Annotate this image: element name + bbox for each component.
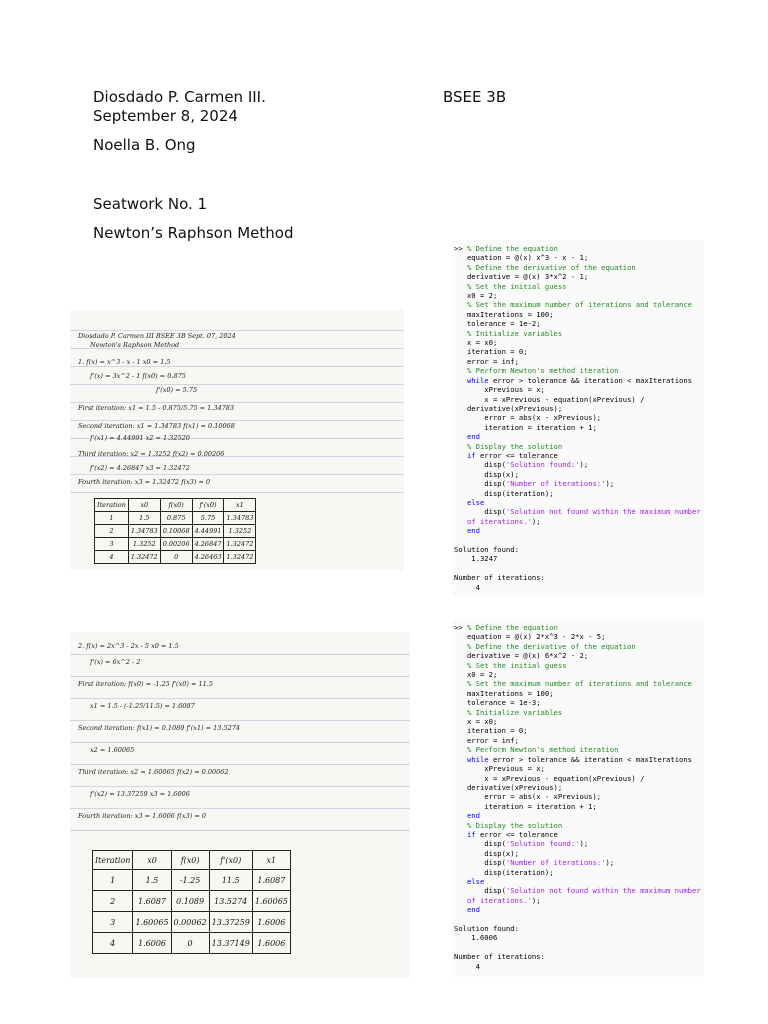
- code-line: if error <= tolerance: [466, 829, 558, 839]
- code-line: x = x0;: [454, 717, 498, 727]
- table-cell: 1.32472: [224, 551, 256, 564]
- code-line: error = abs(x - xPrevious);: [454, 792, 602, 802]
- photo1-note: Third iteration: x2 = 1.3252 f(x2) = 0.00206: [78, 450, 225, 458]
- table-header: x0: [133, 851, 171, 870]
- table-header: Iteration: [95, 499, 129, 512]
- table-cell: 4: [95, 551, 129, 564]
- code-line: xPrevious = x;: [454, 764, 545, 774]
- table-row: [93, 912, 291, 933]
- photo1-note: f'(x) = 3x^2 - 1 f(x0) = 0.875: [90, 372, 186, 380]
- table-header: f'(x0): [192, 499, 224, 512]
- table-cell: 3: [93, 912, 133, 933]
- code-line: maxIterations = 100;: [454, 309, 554, 319]
- code-line: disp(x);: [454, 469, 519, 479]
- code-line: % Set the maximum number of iterations and tolerance: [466, 679, 693, 689]
- table-cell: 13.5274: [209, 891, 252, 912]
- table-row: [93, 933, 291, 954]
- table-cell: 11.5: [209, 870, 252, 891]
- code-line: disp(x);: [454, 848, 519, 858]
- matlab-console-2: [452, 619, 704, 977]
- code-line: % Initialize variables: [466, 707, 563, 717]
- photo1-note: Fourth iteration: x3 = 1.32472 f(x3) = 0: [78, 478, 211, 486]
- code-line: of iterations.');: [466, 895, 541, 905]
- code-line: % Initialize variables: [466, 328, 563, 338]
- table-cell: 13.37259: [209, 912, 252, 933]
- table-cell: 1.6087: [133, 891, 171, 912]
- code-line: disp('Number of iterations:');: [454, 858, 615, 868]
- code-line: if error <= tolerance: [466, 450, 558, 460]
- code-line: disp(iteration);: [454, 488, 554, 498]
- photo1-note: First iteration: x1 = 1.5 - 0.875/5.75 = 1.34783: [78, 404, 235, 412]
- photo1-note: f'(x2) = 4.26847 x3 = 1.32472: [90, 464, 190, 472]
- photo2-note: f'(x2) = 13.37259 x3 = 1.6006: [90, 790, 190, 798]
- code-line: derivative = @(x) 3*x^2 - 1;: [454, 272, 589, 282]
- photo2-note: First iteration: f(x0) = -1.25 f'(x0) = 11.5: [78, 680, 213, 688]
- code-line: >> % Define the equation: [454, 623, 558, 632]
- code-line: x = x0;: [454, 338, 498, 348]
- code-line: error = inf;: [454, 735, 519, 745]
- table-cell: 1.6006: [252, 912, 290, 933]
- code-line: % Display the solution: [466, 441, 563, 451]
- matlab-console-1: [452, 240, 704, 595]
- photo2-note: x2 = 1.60065: [90, 746, 135, 754]
- code-line: % Set the initial guess: [466, 281, 567, 291]
- table-cell: 0: [171, 933, 209, 954]
- photo1-note: Second iteration: x1 = 1.34783 f(x1) = 0.10068: [78, 422, 235, 430]
- table-cell: 0.10068: [160, 525, 192, 538]
- code-line: x = xPrevious - equation(xPrevious) /: [454, 773, 645, 783]
- seatwork-title: Seatwork No. 1: [93, 195, 208, 213]
- code-line: % Define the derivative of the equation: [466, 641, 636, 651]
- code-line: equation = @(x) x^3 - x - 1;: [454, 253, 589, 263]
- table-cell: 2: [93, 891, 133, 912]
- code-line: tolerance = 1e-2;: [454, 319, 541, 329]
- matlab-code-1: [452, 240, 704, 592]
- table-row: [95, 538, 256, 551]
- photo2-note: 2. f(x) = 2x^3 - 2x - 5 x0 = 1.5: [78, 642, 179, 650]
- table-cell: 5.75: [192, 512, 224, 525]
- code-line: while error > tolerance && iteration < maxIterations: [466, 754, 693, 764]
- code-line: x0 = 2;: [454, 670, 498, 680]
- code-line: Number of iterations:: [454, 952, 545, 962]
- photo2-note: Fourth iteration: x3 = 1.6006 f(x3) = 0: [78, 812, 206, 820]
- table-cell: 4.44991: [192, 525, 224, 538]
- code-line: error = abs(x - xPrevious);: [454, 413, 602, 423]
- code-line: end: [466, 432, 480, 442]
- code-line: % Define the derivative of the equation: [466, 262, 636, 272]
- method-title: Newton’s Raphson Method: [93, 224, 294, 242]
- code-line: x0 = 2;: [454, 291, 498, 301]
- table-cell: 1.34783: [224, 512, 256, 525]
- table-cell: 1.3252: [224, 525, 256, 538]
- table-header: x1: [224, 499, 256, 512]
- table-header: f'(x0): [209, 851, 252, 870]
- table-header: x0: [128, 499, 160, 512]
- table-cell: 0: [160, 551, 192, 564]
- code-line: disp('Solution not found within the maximum number: [454, 507, 701, 517]
- document-date: September 8, 2024: [93, 107, 238, 125]
- table-row: [95, 525, 256, 538]
- photo1-note: 1. f(x) = x^3 - x - 1 x0 = 1.5: [78, 358, 171, 366]
- matlab-code-2: [452, 619, 704, 971]
- code-line: % Set the initial guess: [466, 660, 567, 670]
- code-line: % Display the solution: [466, 820, 563, 830]
- photo2-iteration-table: [92, 850, 291, 954]
- code-line: 1.6006: [454, 933, 498, 943]
- table-cell: 1.6006: [252, 933, 290, 954]
- table-cell: 4: [93, 933, 133, 954]
- photo2-note: Third iteration: x2 = 1.60065 f(x2) = 0.00062: [78, 768, 229, 776]
- table-cell: 0.875: [160, 512, 192, 525]
- table-cell: 1.5: [128, 512, 160, 525]
- code-line: else: [466, 497, 485, 507]
- code-line: xPrevious = x;: [454, 385, 545, 395]
- table-cell: 1: [93, 870, 133, 891]
- table-cell: 4.26463: [192, 551, 224, 564]
- code-line: derivative(xPrevious);: [454, 782, 563, 792]
- code-line: while error > tolerance && iteration < maxIterations: [466, 375, 693, 385]
- table-cell: 4.26847: [192, 538, 224, 551]
- table-row: [95, 512, 256, 525]
- handwritten-solution-photo-1: [70, 310, 404, 570]
- code-line: Solution found:: [454, 924, 519, 933]
- table-cell: 1.60065: [252, 891, 290, 912]
- code-line: iteration = iteration + 1;: [454, 801, 597, 811]
- table-cell: 1.60065: [133, 912, 171, 933]
- table-cell: 13.37149: [209, 933, 252, 954]
- code-line: end: [466, 905, 480, 915]
- code-line: x = xPrevious - equation(xPrevious) /: [454, 394, 645, 404]
- code-line: disp('Solution found:');: [454, 460, 589, 470]
- table-header: Iteration: [93, 851, 133, 870]
- code-line: 4: [454, 961, 480, 971]
- table-row: [93, 891, 291, 912]
- code-line: Number of iterations:: [454, 573, 545, 583]
- code-line: Solution found:: [454, 545, 519, 554]
- class-section: BSEE 3B: [443, 88, 507, 106]
- photo2-note: f'(x) = 6x^2 - 2: [90, 658, 141, 666]
- photo1-note: f'(x1) = 4.44991 x2 = 1.32520: [90, 434, 190, 442]
- table-cell: 1.32472: [224, 538, 256, 551]
- photo1-subtitle: Newton's Raphson Method: [90, 341, 180, 349]
- table-header: x1: [252, 851, 290, 870]
- code-line: >> % Define the equation: [454, 244, 558, 253]
- code-line: equation = @(x) 2*x^3 - 2*x - 5;: [454, 632, 606, 642]
- table-cell: 1.6006: [133, 933, 171, 954]
- photo1-iteration-table: [94, 498, 256, 564]
- table-cell: 1.6087: [252, 870, 290, 891]
- author-name-1: Diosdado P. Carmen III.: [93, 88, 266, 106]
- code-line: end: [466, 811, 480, 821]
- table-cell: 1.32472: [128, 551, 160, 564]
- code-line: maxIterations = 100;: [454, 688, 554, 698]
- photo1-header-line: Diosdado P. Carmen III BSEE 3B Sept. 07, 2024: [78, 332, 236, 340]
- table-cell: 1: [95, 512, 129, 525]
- table-row: [93, 870, 291, 891]
- code-line: derivative(xPrevious);: [454, 403, 563, 413]
- code-line: 4: [454, 582, 480, 592]
- table-row: [95, 551, 256, 564]
- code-line: disp('Solution found:');: [454, 839, 589, 849]
- table-cell: -1.25: [171, 870, 209, 891]
- table-header: f(x0): [160, 499, 192, 512]
- code-line: disp('Number of iterations:');: [454, 479, 615, 489]
- table-cell: 2: [95, 525, 129, 538]
- code-line: else: [466, 876, 485, 886]
- code-line: tolerance = 1e-3;: [454, 698, 541, 708]
- code-line: derivative = @(x) 6*x^2 - 2;: [454, 651, 589, 661]
- code-line: % Set the maximum number of iterations and tolerance: [466, 300, 693, 310]
- code-line: of iterations.');: [466, 516, 541, 526]
- photo2-note: Second iteration: f(x1) = 0.1089 f'(x1) = 13.5274: [78, 724, 241, 732]
- photo2-note: x1 = 1.5 - (-1.25/11.5) = 1.6087: [90, 702, 195, 710]
- code-line: disp('Solution not found within the maximum number: [454, 886, 701, 896]
- code-line: end: [466, 526, 480, 536]
- author-name-2: Noella B. Ong: [93, 136, 196, 154]
- table-header: f(x0): [171, 851, 209, 870]
- table-cell: 1.5: [133, 870, 171, 891]
- code-line: error = inf;: [454, 356, 519, 366]
- handwritten-solution-photo-2: [70, 632, 410, 977]
- code-line: % Perform Newton's method iteration: [466, 745, 619, 755]
- code-line: iteration = 0;: [454, 726, 528, 736]
- table-cell: 3: [95, 538, 129, 551]
- table-cell: 0.00206: [160, 538, 192, 551]
- code-line: iteration = 0;: [454, 347, 528, 357]
- photo1-note: f'(x0) = 5.75: [156, 386, 198, 394]
- code-line: 1.3247: [454, 554, 498, 564]
- table-cell: 1.3252: [128, 538, 160, 551]
- table-cell: 0.00062: [171, 912, 209, 933]
- code-line: % Perform Newton's method iteration: [466, 366, 619, 376]
- table-cell: 1.34783: [128, 525, 160, 538]
- table-cell: 0.1089: [171, 891, 209, 912]
- code-line: disp(iteration);: [454, 867, 554, 877]
- code-line: iteration = iteration + 1;: [454, 422, 597, 432]
